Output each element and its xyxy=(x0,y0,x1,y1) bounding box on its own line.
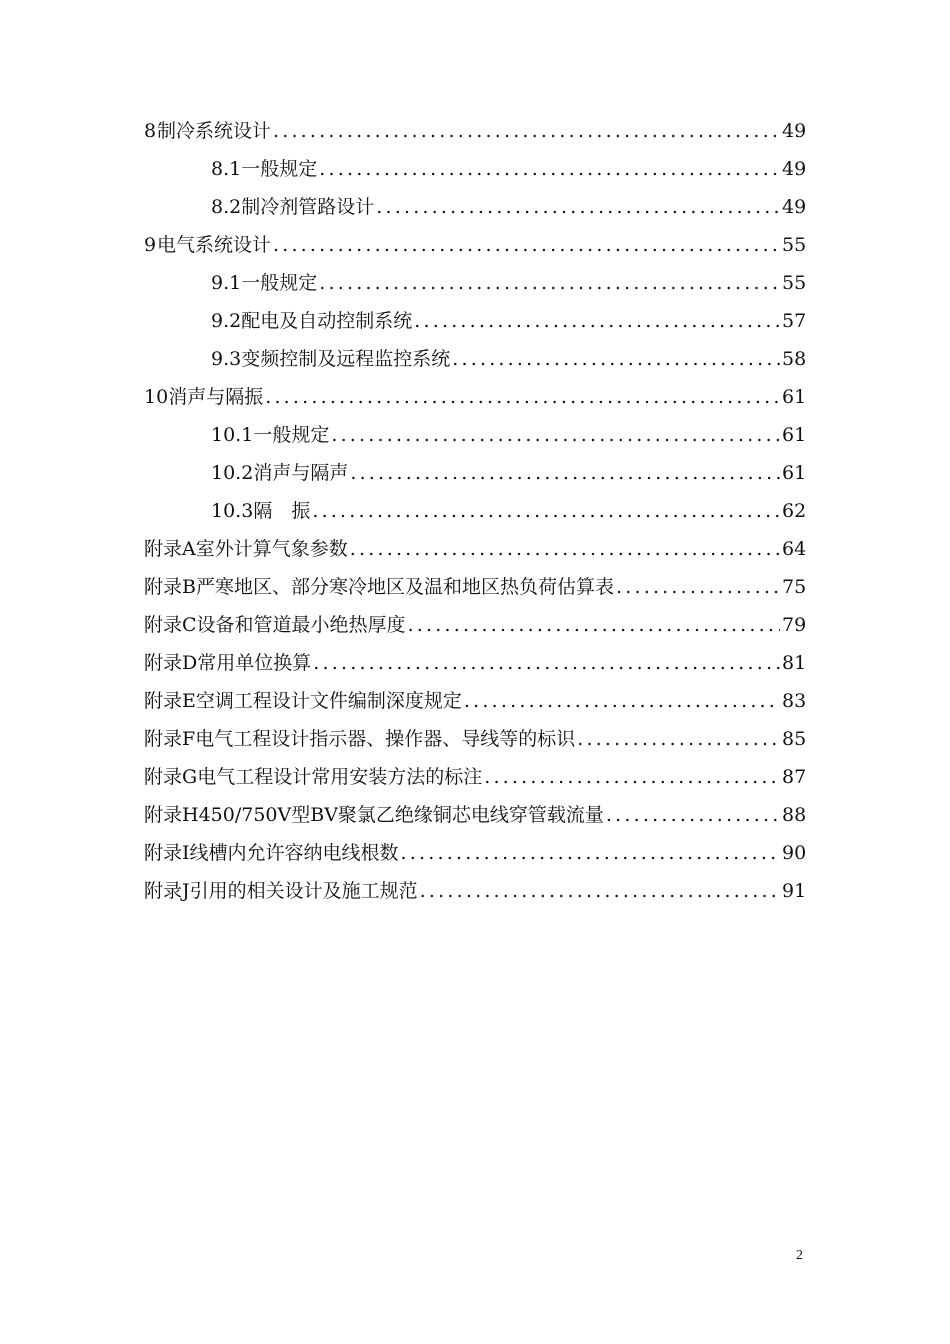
toc-entry-page: 79 xyxy=(782,614,807,636)
toc-leader-dots xyxy=(452,346,780,372)
toc-entry[interactable] xyxy=(211,422,806,448)
toc-leader-dots xyxy=(273,232,780,258)
toc-leader-dots xyxy=(319,156,780,182)
toc-entry[interactable] xyxy=(211,270,806,296)
toc-entry-title: 常用单位换算 xyxy=(197,652,312,674)
toc-entry-title: 设备和管道最小绝热厚度 xyxy=(196,614,406,636)
toc-leader-dots xyxy=(331,422,780,448)
toc-entry-number: 附录G xyxy=(144,766,198,788)
toc-entry[interactable] xyxy=(144,118,806,144)
toc-entry-number: 9.2 xyxy=(211,310,242,332)
toc-entry-number: 9 xyxy=(144,234,157,256)
toc-entry-title: 制冷系统设计 xyxy=(156,120,271,142)
toc-entry-title: 消声与隔声 xyxy=(253,462,349,484)
toc-entry-title: 空调工程设计文件编制深度规定 xyxy=(195,690,462,712)
toc-entry[interactable] xyxy=(144,574,806,600)
toc-leader-dots xyxy=(577,726,780,752)
toc-entry[interactable] xyxy=(211,194,806,220)
toc-entry-title: 配电及自动控制系统 xyxy=(241,310,413,332)
toc-entry-title: 一般规定 xyxy=(253,424,330,446)
toc-entry[interactable] xyxy=(144,726,806,752)
toc-entry-title: 消声与隔振 xyxy=(168,386,264,408)
toc-leader-dots xyxy=(464,688,780,714)
toc-entry-number: 附录C xyxy=(144,614,197,636)
toc-leader-dots xyxy=(408,612,780,638)
toc-entry[interactable] xyxy=(144,878,806,904)
toc-entry-number: 10.3 xyxy=(211,500,254,522)
toc-entry-page: 75 xyxy=(782,576,807,598)
toc-entry-number: 附录B xyxy=(144,576,196,598)
toc-entry-title: 一般规定 xyxy=(241,272,318,294)
toc-leader-dots xyxy=(265,384,780,410)
toc-entry[interactable] xyxy=(211,346,806,372)
toc-leader-dots xyxy=(312,498,780,524)
toc-leader-dots xyxy=(313,650,780,676)
toc-leader-dots xyxy=(414,308,780,334)
toc-entry-title: 严寒地区、部分寒冷地区及温和地区热负荷估算表 xyxy=(195,576,614,598)
toc-leader-dots xyxy=(350,460,780,486)
toc-entry-page: 58 xyxy=(782,348,807,370)
toc-entry[interactable] xyxy=(144,688,806,714)
toc-entry[interactable] xyxy=(144,384,806,410)
toc-leader-dots xyxy=(273,118,780,144)
toc-leader-dots xyxy=(420,878,780,904)
toc-entry-title: 一般规定 xyxy=(241,158,318,180)
toc-entry-number: 附录I xyxy=(144,842,190,864)
toc-entry-page: 55 xyxy=(782,234,807,256)
toc-entry-number: 附录H xyxy=(144,804,199,826)
toc-entry-number: 10.1 xyxy=(211,424,254,446)
toc-leader-dots xyxy=(319,270,780,296)
toc-entry-number: 附录A xyxy=(144,538,196,560)
toc-entry-title: 室外计算气象参数 xyxy=(195,538,348,560)
toc-entry-page: 91 xyxy=(782,880,807,902)
toc-entry-page: 85 xyxy=(782,728,807,750)
toc-entry[interactable] xyxy=(211,308,806,334)
toc-entry-number: 附录D xyxy=(144,652,198,674)
toc-entry-number: 8.2 xyxy=(211,196,242,218)
toc-entry-page: 49 xyxy=(782,120,807,142)
toc-entry-number: 8.1 xyxy=(211,158,242,180)
toc-entry-number: 10.2 xyxy=(211,462,254,484)
toc-entry-page: 61 xyxy=(782,424,807,446)
toc-entry-title: 隔 振 xyxy=(253,500,311,522)
toc-entry-number: 附录F xyxy=(144,728,196,750)
toc-entry-page: 62 xyxy=(782,500,807,522)
toc-entry-page: 64 xyxy=(782,538,807,560)
toc-entry-page: 87 xyxy=(782,766,807,788)
toc-entry-title: 电气工程设计常用安装方法的标注 xyxy=(197,766,483,788)
toc-leader-dots xyxy=(606,802,780,828)
toc-entry-page: 49 xyxy=(782,158,807,180)
toc-entry[interactable] xyxy=(144,650,806,676)
toc-entry-title: 电气工程设计指示器、操作器、导线等的标识 xyxy=(195,728,576,750)
toc-entry-page: 83 xyxy=(782,690,807,712)
toc-entry[interactable] xyxy=(211,498,806,524)
toc-entry[interactable] xyxy=(144,232,806,258)
toc-entry-page: 90 xyxy=(782,842,807,864)
toc-entry[interactable] xyxy=(144,612,806,638)
toc-entry-title: 制冷剂管路设计 xyxy=(241,196,375,218)
toc-entry-page: 55 xyxy=(782,272,807,294)
toc-entry[interactable] xyxy=(144,536,806,562)
toc-entry-number: 8 xyxy=(144,120,157,142)
toc-entry-page: 57 xyxy=(782,310,807,332)
toc-entry[interactable] xyxy=(211,460,806,486)
toc-entry-page: 81 xyxy=(782,652,807,674)
toc-leader-dots xyxy=(376,194,780,220)
page-number: 2 xyxy=(796,1248,803,1263)
toc-entry-title: 450/750V型BV聚氯乙绝缘铜芯电线穿管载流量 xyxy=(198,804,604,826)
toc-entry[interactable] xyxy=(144,802,806,828)
toc-entry-number: 9.3 xyxy=(211,348,242,370)
toc-leader-dots xyxy=(616,574,780,600)
toc-entry[interactable] xyxy=(211,156,806,182)
toc-leader-dots xyxy=(401,840,780,866)
toc-leader-dots xyxy=(350,536,780,562)
toc-entry-title: 线槽内允许容纳电线根数 xyxy=(189,842,399,864)
toc-entry-page: 88 xyxy=(782,804,807,826)
toc-entry-number: 9.1 xyxy=(211,272,242,294)
toc-entry-title: 引用的相关设计及施工规范 xyxy=(189,880,418,902)
toc-entry-title: 变频控制及远程监控系统 xyxy=(241,348,451,370)
toc-entry-number: 附录J xyxy=(144,880,190,902)
toc-entry-page: 61 xyxy=(782,462,807,484)
toc-entry[interactable] xyxy=(144,840,806,866)
toc-entry-number: 10 xyxy=(144,386,169,408)
toc-entry-number: 附录E xyxy=(144,690,196,712)
toc-entry-page: 61 xyxy=(782,386,807,408)
toc-entry-page: 49 xyxy=(782,196,807,218)
toc-entry[interactable] xyxy=(144,764,806,790)
toc-entry-title: 电气系统设计 xyxy=(156,234,271,256)
toc-leader-dots xyxy=(484,764,780,790)
